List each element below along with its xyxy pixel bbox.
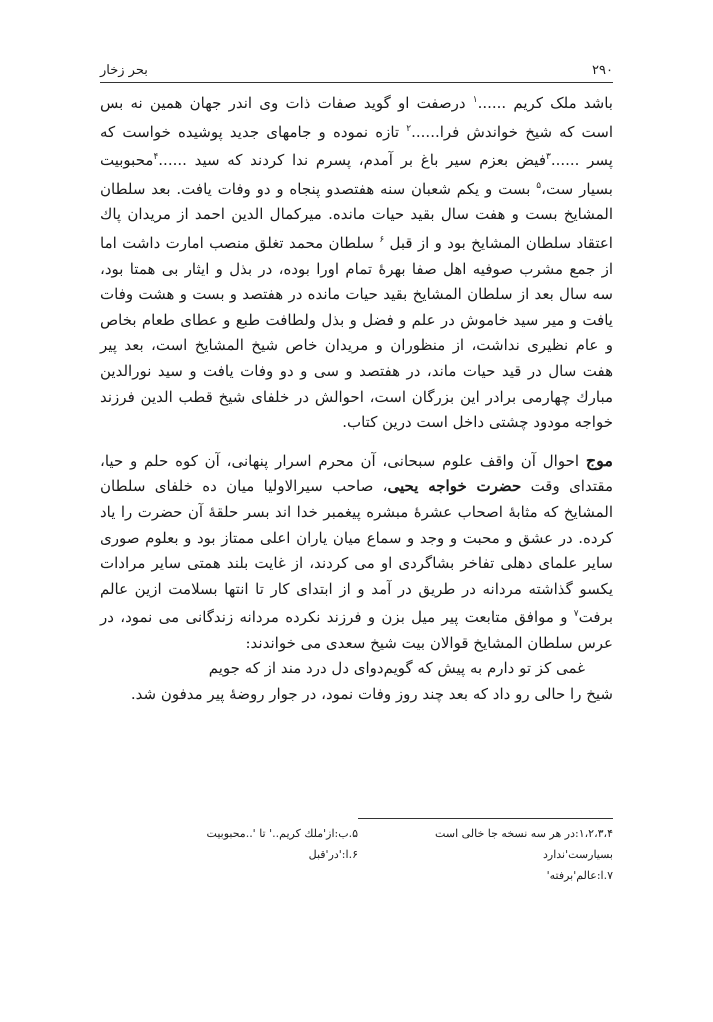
footnote-2: ۵.ب:از'ملك کریم..' تا '..محبوبیت: [206, 827, 358, 840]
footnote-ref: ۵: [536, 180, 542, 191]
footnote-1-cont: بسیارست'ندارد: [542, 848, 613, 861]
main-text: [100, 88, 613, 708]
page-header: [100, 58, 613, 78]
section-keyword: موج: [585, 450, 613, 470]
footnote-4: ۷.ا:عالم'برفته': [546, 869, 613, 882]
footnote-ref: ۷: [573, 609, 579, 620]
footnote-ref: ۴: [153, 152, 159, 163]
book-title: بحر زخار: [100, 63, 148, 78]
footnote-ref: ۳: [546, 152, 551, 163]
footnote-3: ۶.ا:'در'قبل: [308, 848, 358, 861]
paragraph-1: باشد ملک کریم ......$^۱$ درصفت او گوید صفات ذات وی اندر جهان همین نه بس است که شیخ خواندش فرا......$^۲$ تازه نموده و جامهای جدید پوشیده خواست که پسر ......$^۳$فیض بعزم سیر باغ بر آمدم، پسرم ندا کردند که سید ......$^۴$محبوبیت بسیار ست،$^۵$ بست و یکم شعبان سنه هفتصدو پنجاه و دو وفات یافت. بعد سلطان المشایخ بست و هفت سال بقید حیات مانده. میرکمال الدین احمد از مریدان پاك اعتقاد سلطان المشایخ بود و از قبل $^۶$ سلطان محمد تغلق منصب امارت داشت اما از جمع مشرب صوفیه اهل صفا بهرهٔ تمام اورا بوده، در بذل و ایثار بی همتا بود، سه سال بعد از سلطان المشایخ بقید حیات مانده در هفتصد و بست و هشت وفات یافت و میر سید خاموش در علم و فضل و بذل ولطافت طبع و عطای طعام بخاص و عام نظیری نداشت، از منظوران و مریدان خاص شیخ المشایخ است، بعد پیر هفت سال در قید حیات ماند، در هفتصد و سی و دو وفات یافت و سید نورالدین مبارك چهارمی برادر این بزرگان است، احوالش در خلفای شیخ قطب الدین فرزند خواجه مودود چشتی داخل است درین کتاب.: [100, 94, 614, 432]
paragraph-2: موج احوال آن واقف علوم سبحانی، آن محرم اسرار پنهانی، آن کوه حلم و حیا، مقتدای وقت حضرت خواجه یحیی، صاحب سیرالاولیا میان ده خلفای سلطان المشایخ که مثابهٔ اصحاب عشرهٔ مبشره پیغمبر خدا اند بسر حلقهٔ آن حضرت را یاد کرده. در عشق و محبت و وجد و سماع میان یاران اعلی ممتاز بود و بعلوم صوری سایر علمای دهلی تفاخر بشاگردی او می کردند، از غایت بلند همتی سایر مرادات یکسو گذاشته مردانه در طریق در آمد و از ابتدای کار تا انتها بسلامت ازین عالم برفت$^۷$ و موافق متابعت پیر میل بزن و فرزند نکرده مردانه زندگانی می نمود، در عرس سلطان المشایخ قوالان بیت شیخ سعدی می خواندند:: [100, 450, 613, 652]
verse-first-hemistich: غمی کز تو دارم به پیش که گویم: [383, 659, 585, 678]
header-divider: [100, 82, 613, 83]
verse-second-hemistich: دوای دل درد مند از که جویم: [208, 659, 384, 678]
footnote-ref: ۱: [472, 95, 478, 105]
footnote-ref: ۲: [406, 123, 412, 134]
person-name: حضرت خواجه یحیی: [387, 477, 522, 496]
paragraph-closing: شیخ را حالی رو داد که بعد چند روز وفات نمود، در جوار روضهٔ پیر مدفون شد.: [130, 685, 613, 704]
footnote-divider: [358, 818, 613, 819]
page-number: ۲۹۰: [592, 63, 613, 78]
footnote-ref: ۶: [379, 234, 385, 245]
poem-verse: [100, 656, 613, 682]
footnote-1: ۱،۲،۳،۴:در هر سه نسخه جا خالی است: [435, 827, 613, 840]
footnotes: [100, 823, 613, 886]
